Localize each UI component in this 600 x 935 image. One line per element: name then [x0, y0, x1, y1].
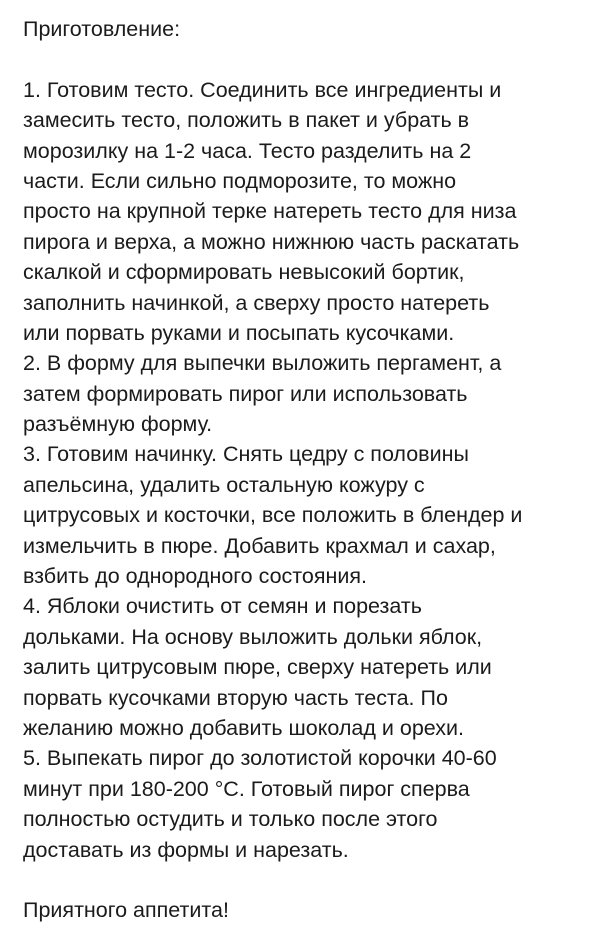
step-line: просто на крупной терке натереть тесто для низа — [23, 199, 517, 224]
step-3 — [23, 439, 580, 591]
step-2 — [23, 348, 580, 439]
step-line: скалкой и сформировать невысокий бортик, — [23, 260, 465, 285]
step-line: 5. Выпекать пирог до золотистой корочки 40-60 — [23, 746, 497, 771]
step-line: разъёмную форму. — [23, 412, 213, 437]
step-line: 1. Готовим тесто. Соединить все ингредиенты и — [23, 77, 502, 102]
step-line: морозилку на 1-2 часа. Тесто разделить на 2 — [23, 138, 472, 163]
step-line: дольками. На основу выложить дольки яблок, — [23, 624, 483, 649]
step-line: 3. Готовим начинку. Снять цедру с половины — [23, 442, 469, 467]
closing-text: Приятного аппетита! — [23, 898, 229, 923]
step-line: заполнить начинкой, а сверху просто натереть — [23, 290, 490, 315]
spacer — [23, 865, 580, 895]
step-line: пирога и верха, а можно нижнюю часть раскатать — [23, 229, 520, 254]
step-line: апельсина, удалить остальную кожуру с — [23, 472, 425, 497]
step-4 — [23, 591, 580, 743]
step-line: доставать из формы и нарезать. — [23, 837, 349, 862]
step-5 — [23, 743, 580, 865]
step-line: измельчить в пюре. Добавить крахмал и сахар, — [23, 533, 496, 558]
step-line: затем формировать пирог или использовать — [23, 381, 468, 406]
step-line: минут при 180-200 °С. Готовый пирог сперва — [23, 776, 470, 801]
step-line: желанию можно добавить шоколад и орехи. — [23, 715, 465, 740]
step-line: цитрусовых и косточки, все положить в блендер и — [23, 503, 523, 528]
step-line: порвать кусочками вторую часть теста. По — [23, 685, 448, 710]
step-line: взбить до однородного состояния. — [23, 564, 367, 589]
step-line: или порвать руками и посыпать кусочками. — [23, 320, 455, 345]
step-line: залить цитрусовым пюре, сверху натереть или — [23, 655, 492, 680]
step-1 — [23, 75, 580, 349]
spacer — [23, 44, 580, 74]
step-line: части. Если сильно подморозите, то можно — [23, 168, 457, 193]
heading: Приготовление: — [23, 17, 181, 41]
step-line: полностью остудить и только после этого — [23, 807, 438, 832]
step-line: замесить тесто, положить в пакет и убрать в — [23, 108, 470, 133]
step-line: 2. В форму для выпечки выложить пергамент, а — [23, 351, 502, 376]
step-line: 4. Яблоки очистить от семян и порезать — [23, 594, 422, 619]
